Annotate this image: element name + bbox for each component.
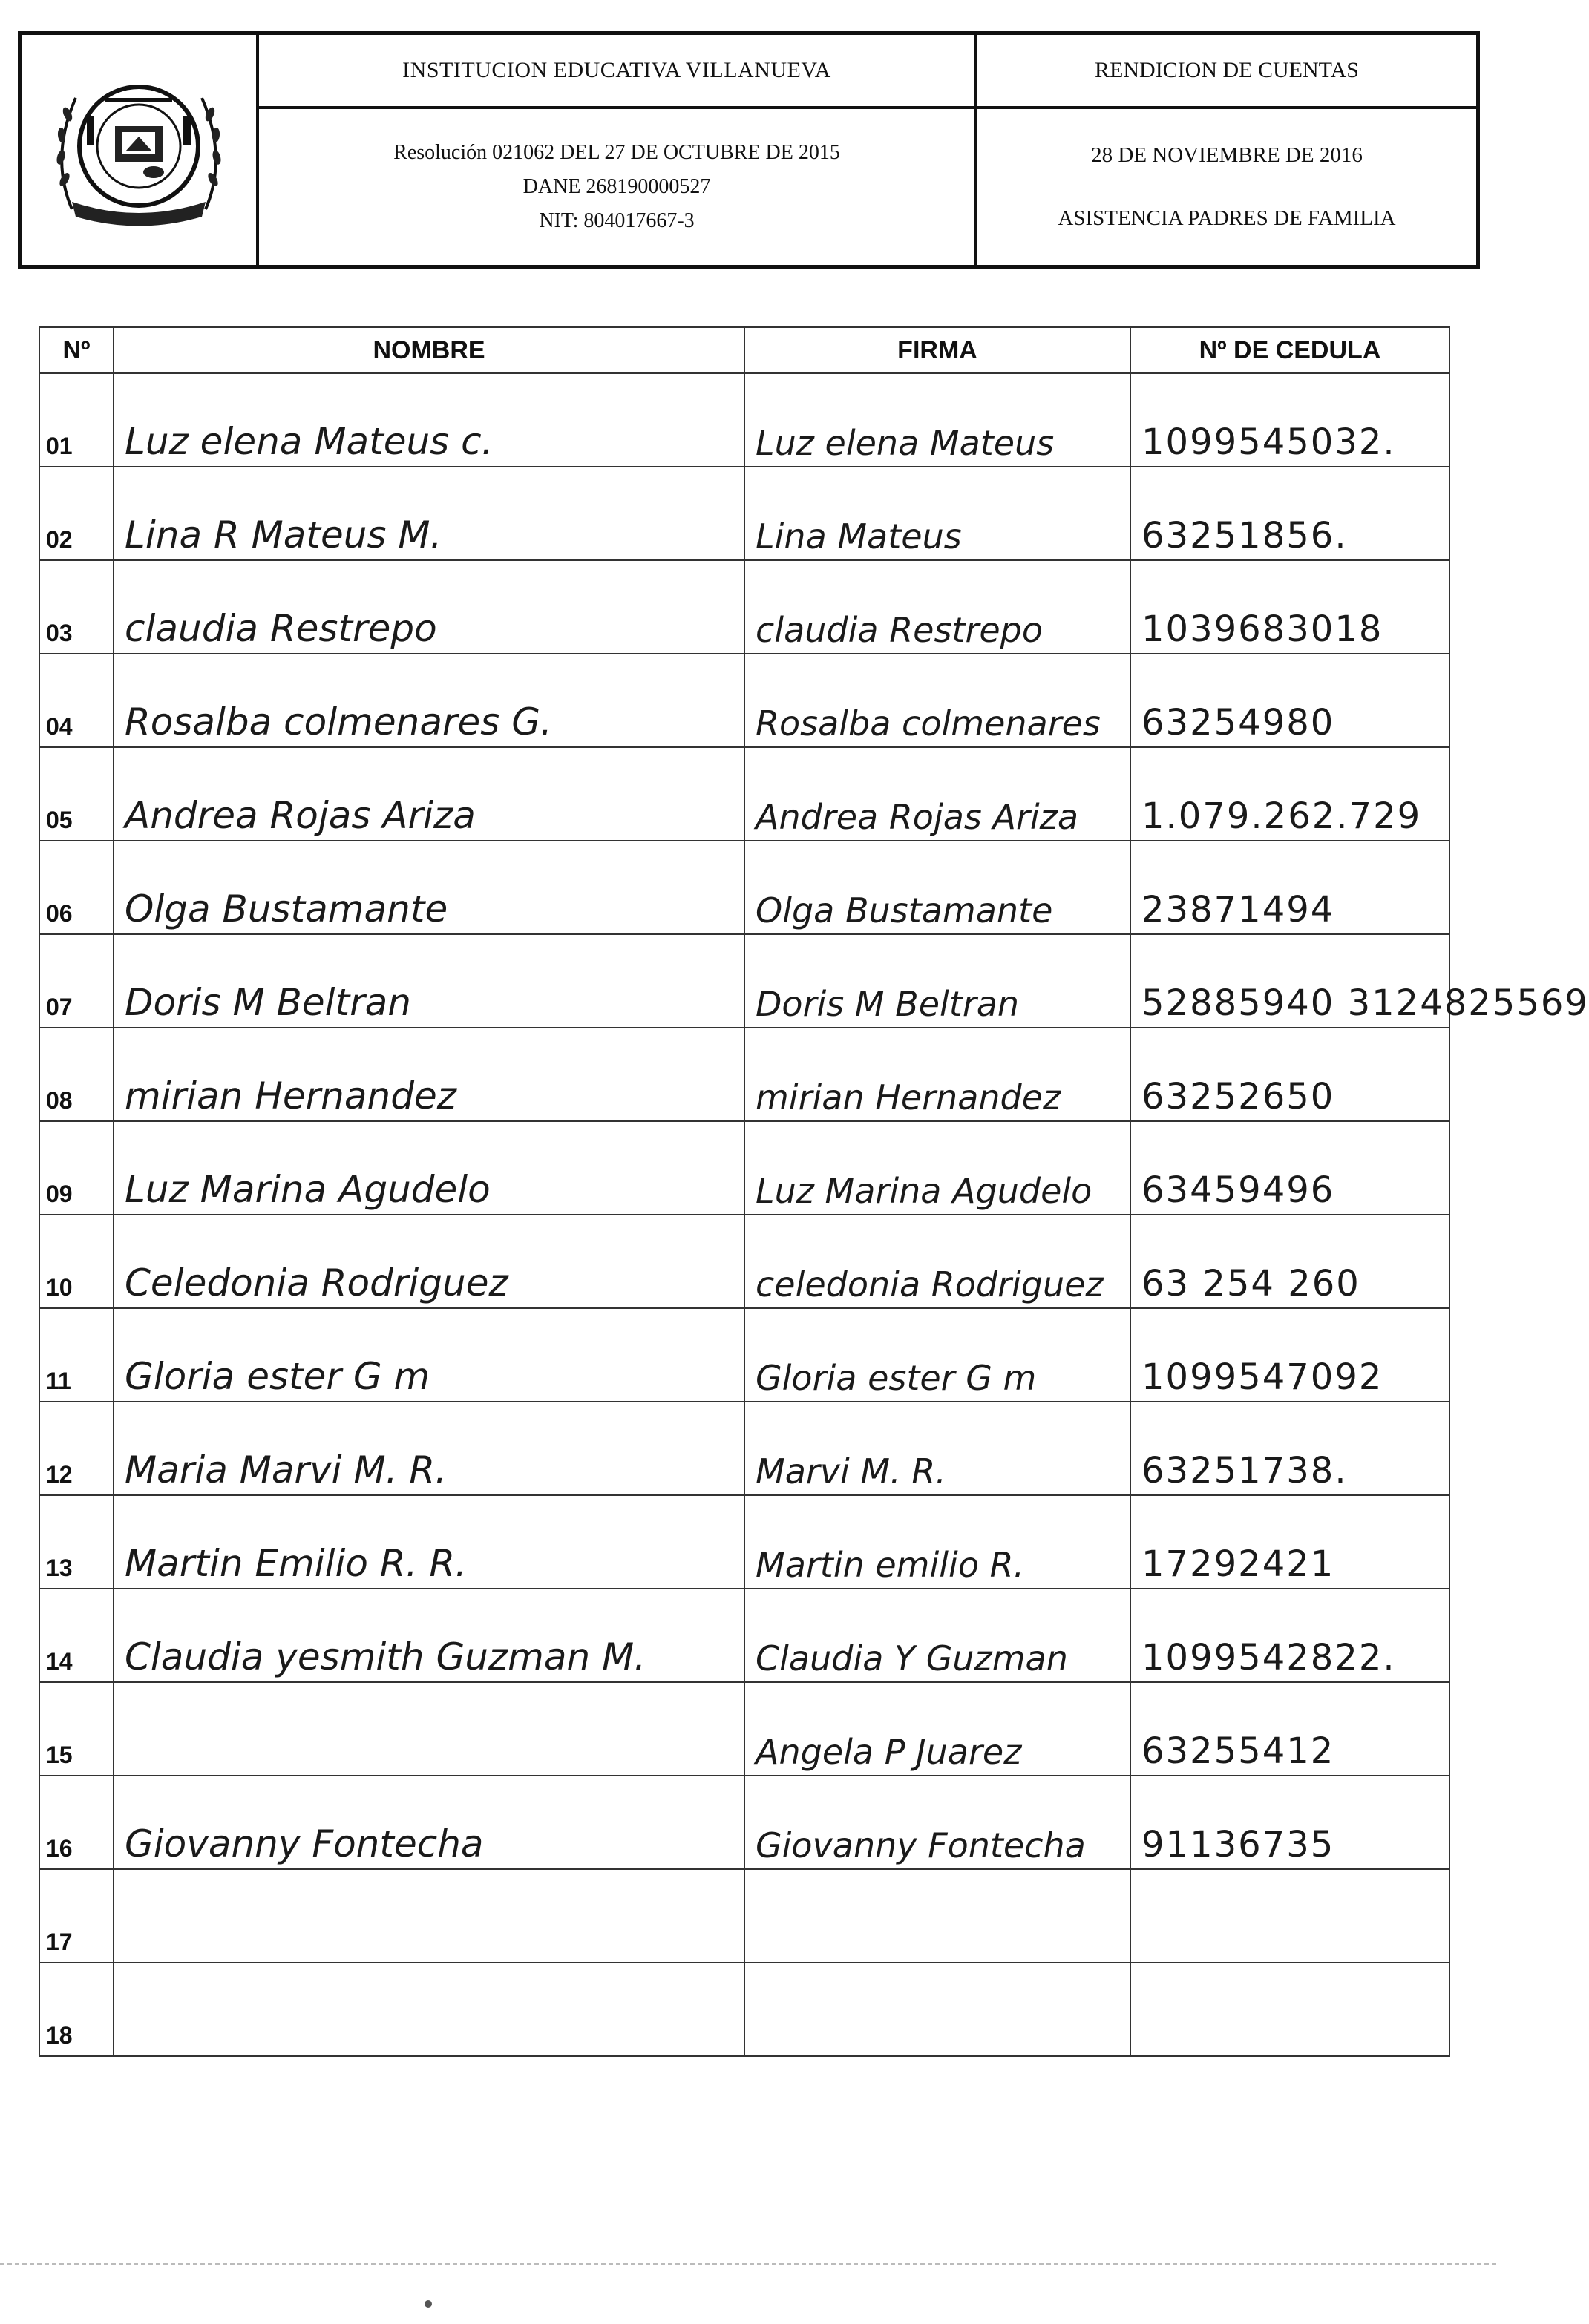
row-signature-cell: Doris M Beltran xyxy=(744,934,1130,1028)
institution-name: INSTITUCION EDUCATIVA VILLANUEVA xyxy=(259,35,977,109)
table-row xyxy=(39,1028,1449,1121)
row-number: 08 xyxy=(39,1028,114,1121)
resolution-text: Resolución 021062 DEL 27 DE OCTUBRE DE 2015 xyxy=(393,141,840,164)
dane-code: DANE 268190000527 xyxy=(522,175,711,198)
row-signature-cell: Lina Mateus xyxy=(744,467,1130,560)
row-number: 04 xyxy=(39,654,114,747)
table-row xyxy=(39,1869,1449,1963)
row-name-cell: Claudia yesmith Guzman M. xyxy=(114,1589,744,1682)
table-row xyxy=(39,1682,1449,1776)
row-number: 16 xyxy=(39,1776,114,1869)
row-number: 12 xyxy=(39,1402,114,1495)
row-cedula-cell: 1099547092 xyxy=(1130,1308,1449,1402)
row-number: 05 xyxy=(39,747,114,841)
row-name-cell: Martin Emilio R. R. xyxy=(114,1495,744,1589)
row-number: 09 xyxy=(39,1121,114,1215)
row-signature-cell: Angela P Juarez xyxy=(744,1682,1130,1776)
row-signature-cell: Olga Bustamante xyxy=(744,841,1130,934)
document-header xyxy=(18,31,1480,269)
column-header-number: Nº xyxy=(39,327,114,373)
row-cedula-cell: 63254980 xyxy=(1130,654,1449,747)
row-signature-cell: Rosalba colmenares xyxy=(744,654,1130,747)
row-cedula-cell xyxy=(1130,1963,1449,2056)
row-cedula-cell: 1099545032. xyxy=(1130,373,1449,467)
row-signature-cell xyxy=(744,1963,1130,2056)
row-number: 18 xyxy=(39,1963,114,2056)
table-row xyxy=(39,1776,1449,1869)
table-row xyxy=(39,1495,1449,1589)
row-cedula-cell: 23871494 xyxy=(1130,841,1449,934)
row-name-cell: Rosalba colmenares G. xyxy=(114,654,744,747)
row-name-cell: Luz Marina Agudelo xyxy=(114,1121,744,1215)
row-cedula-cell: 63 254 260 xyxy=(1130,1215,1449,1308)
row-cedula-cell: 63251738. xyxy=(1130,1402,1449,1495)
column-header-cedula: Nº DE CEDULA xyxy=(1130,327,1449,373)
row-number: 17 xyxy=(39,1869,114,1963)
table-row xyxy=(39,654,1449,747)
table-row xyxy=(39,1121,1449,1215)
row-name-cell: Lina R Mateus M. xyxy=(114,467,744,560)
page-bottom-line xyxy=(0,2263,1496,2265)
row-name-cell: Gloria ester G m xyxy=(114,1308,744,1402)
row-number: 14 xyxy=(39,1589,114,1682)
table-row xyxy=(39,1589,1449,1682)
row-cedula-cell: 17292421 xyxy=(1130,1495,1449,1589)
report-date: 28 DE NOVIEMBRE DE 2016 xyxy=(1091,143,1363,167)
row-number: 10 xyxy=(39,1215,114,1308)
row-number: 11 xyxy=(39,1308,114,1402)
row-number: 07 xyxy=(39,934,114,1028)
row-name-cell xyxy=(114,1869,744,1963)
institution-details xyxy=(259,109,977,265)
row-name-cell: claudia Restrepo xyxy=(114,560,744,654)
table-row xyxy=(39,1963,1449,2056)
table-row xyxy=(39,373,1449,467)
report-title: RENDICION DE CUENTAS xyxy=(977,35,1476,109)
row-name-cell: Doris M Beltran xyxy=(114,934,744,1028)
table-row xyxy=(39,467,1449,560)
table-header-row xyxy=(39,327,1449,373)
row-number: 13 xyxy=(39,1495,114,1589)
table-row xyxy=(39,1402,1449,1495)
row-signature-cell: Luz elena Mateus xyxy=(744,373,1130,467)
row-cedula-cell: 1099542822. xyxy=(1130,1589,1449,1682)
row-signature-cell: Martin emilio R. xyxy=(744,1495,1130,1589)
row-cedula-cell: 63255412 xyxy=(1130,1682,1449,1776)
row-signature-cell: Luz Marina Agudelo xyxy=(744,1121,1130,1215)
row-cedula-cell xyxy=(1130,1869,1449,1963)
attendance-label: ASISTENCIA PADRES DE FAMILIA xyxy=(1058,206,1396,230)
scan-speck xyxy=(425,2300,432,2308)
table-row xyxy=(39,560,1449,654)
attendance-rows xyxy=(39,373,1589,2056)
row-signature-cell: Gloria ester G m xyxy=(744,1308,1130,1402)
row-number: 02 xyxy=(39,467,114,560)
table-row xyxy=(39,747,1449,841)
row-number: 03 xyxy=(39,560,114,654)
row-signature-cell: mirian Hernandez xyxy=(744,1028,1130,1121)
row-signature-cell: Claudia Y Guzman xyxy=(744,1589,1130,1682)
row-cedula-cell: 1.079.262.729 xyxy=(1130,747,1449,841)
logo-cell xyxy=(22,35,259,265)
row-signature-cell: Marvi M. R. xyxy=(744,1402,1130,1495)
row-name-cell: Olga Bustamante xyxy=(114,841,744,934)
row-cedula-cell: 63252650 xyxy=(1130,1028,1449,1121)
column-header-name: NOMBRE xyxy=(114,327,744,373)
table-row xyxy=(39,1308,1449,1402)
table-row xyxy=(39,934,1449,1028)
row-cedula-cell: 52885940 3124825569 xyxy=(1130,934,1449,1028)
school-seal-logo xyxy=(42,68,235,232)
row-cedula-cell: 63251856. xyxy=(1130,467,1449,560)
row-signature-cell: Andrea Rojas Ariza xyxy=(744,747,1130,841)
row-name-cell: Giovanny Fontecha xyxy=(114,1776,744,1869)
table-row xyxy=(39,841,1449,934)
attendance-table xyxy=(39,326,1589,2057)
row-signature-cell: celedonia Rodriguez xyxy=(744,1215,1130,1308)
row-signature-cell: Giovanny Fontecha xyxy=(744,1776,1130,1869)
row-name-cell: Celedonia Rodriguez xyxy=(114,1215,744,1308)
row-name-cell: mirian Hernandez xyxy=(114,1028,744,1121)
row-name-cell: Maria Marvi M. R. xyxy=(114,1402,744,1495)
row-cedula-cell: 63459496 xyxy=(1130,1121,1449,1215)
row-name-cell: Andrea Rojas Ariza xyxy=(114,747,744,841)
row-number: 15 xyxy=(39,1682,114,1776)
row-number: 01 xyxy=(39,373,114,467)
nit-number: NIT: 804017667-3 xyxy=(539,209,695,232)
row-cedula-cell: 1039683018 xyxy=(1130,560,1449,654)
row-signature-cell xyxy=(744,1869,1130,1963)
row-name-cell xyxy=(114,1963,744,2056)
row-number: 06 xyxy=(39,841,114,934)
report-details xyxy=(977,109,1476,265)
column-header-signature: FIRMA xyxy=(744,327,1130,373)
row-name-cell xyxy=(114,1682,744,1776)
table-row xyxy=(39,1215,1449,1308)
row-cedula-cell: 91136735 xyxy=(1130,1776,1449,1869)
row-signature-cell: claudia Restrepo xyxy=(744,560,1130,654)
row-name-cell: Luz elena Mateus c. xyxy=(114,373,744,467)
